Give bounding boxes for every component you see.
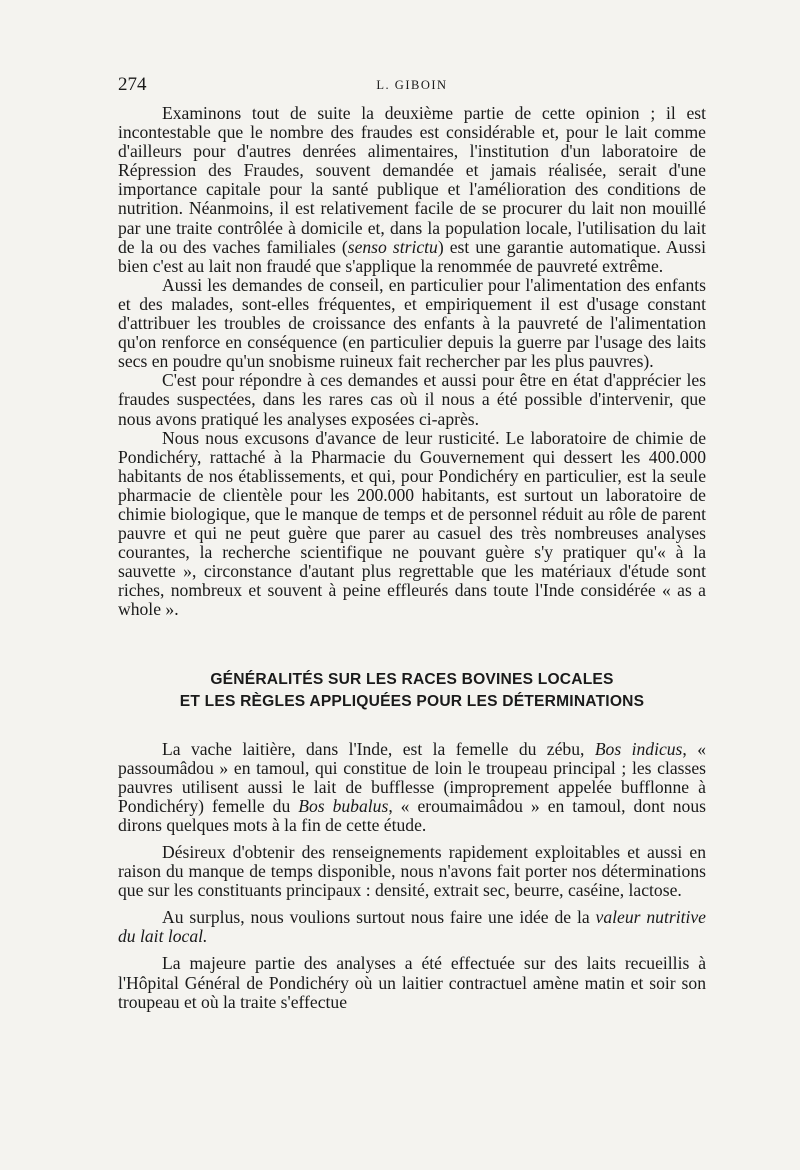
- italic-species: Bos bubalus: [298, 795, 389, 816]
- paragraph: La vache laitière, dans l'Inde, est la femelle du zébu, Bos indicus, « passoumâdou » en tamoul, qui constitue de loin le troupeau principal ; les classes pauvres utilisent aussi le lait de bufflesse (improprement appelée bufflonne à Pondichéry) femelle du Bos bubalus, « eroumaimâdou » en tamoul, dont nous dirons quelques mots à la fin de cette étude.: [118, 738, 706, 835]
- paragraph: La majeure partie des analyses a été effectuée sur des laits recueillis à l'Hôpital Général de Pondichéry où un laitier contractuel amène matin et soir son troupeau et où la traite s'effectue: [118, 953, 706, 1012]
- paragraph: Désireux d'obtenir des renseignements rapidement exploitables et aussi en raison du manque de temps disponible, nous n'avons fait porter nos déterminations que sur les constituants principaux : densité, extrait sec, beurre, caséine, lactose.: [118, 842, 706, 901]
- paragraph: Aussi les demandes de conseil, en particulier pour l'alimentation des enfants et des malades, sont-elles fréquentes, et empiriquement il est d'usage constant d'attribuer les troubles de croissance des enfants à la pauvreté de l'alimentation qu'on renforce en conséquence (en particulier depuis la guerre par l'usage des laits secs en poudre qu'un snobisme ruineux fait rechercher par les plus pauvres).: [118, 274, 706, 372]
- running-head-author: L. GIBOIN: [376, 78, 448, 92]
- page-header: [118, 74, 706, 96]
- page-number: 274: [118, 74, 147, 95]
- section-heading: [118, 669, 706, 713]
- italic-phrase: valeur nutritive du lait local.: [118, 907, 706, 947]
- paragraph: Nous nous excusons d'avance de leur rusticité. Le laboratoire de chimie de Pondichéry, rattaché à la Pharmacie du Gouvernement qui dessert les 400.000 habitants de nos établissements, et qui, pour Pondichéry en particulier, est la seule pharmacie de clientèle pour les 200.000 habitants, est surtout un laboratoire de chimie biologique, que le manque de temps et de personnel réduit au rôle de parent pauvre et qui ne peut guère que parer au casuel des très nombreuses analyses courantes, la recherche scientifique ne pouvant guère s'y pratiquer qu'« à la sauvette », circonstance d'autant plus regrettable que les matériaux d'étude sont riches, nombreux et souvent à peine effleurés dans toute l'Inde considérée « as a whole ».: [118, 427, 706, 620]
- paragraph: Au surplus, nous voulions surtout nous faire une idée de la valeur nutritive du lait local.: [118, 907, 706, 947]
- paragraph: C'est pour répondre à ces demandes et aussi pour être en état d'apprécier les fraudes suspectées, dans les rares cas où il nous a été possible d'intervenir, que nous avons pratiqué les analyses exposées ci-après.: [118, 370, 706, 429]
- italic-species: Bos indicus: [594, 738, 683, 759]
- italic-term: senso strictu: [347, 236, 438, 257]
- section-heading-line-1: GÉNÉRALITÉS SUR LES RACES BOVINES LOCALES: [210, 670, 614, 688]
- paragraph: Examinons tout de suite la deuxième partie de cette opinion ; il est incontestable que le nombre des fraudes est considérable et, pour le lait comme d'ailleurs pour d'autres denrées alimentaires, l'institution d'un laboratoire de Répression des Fraudes, souvent demandée et jamais réalisée, serait d'une importance capitale pour la santé publique et l'amélioration des conditions de nutrition. Néanmoins, il est relativement facile de se procurer du lait non mouillé par une traite contrôlée à domicile et, dans la population locale, l'utilisation du lait de la ou des vaches familiales (senso strictu) est une garantie automatique. Aussi bien c'est au lait non fraudé que s'applique la renommée de pauvreté extrême.: [118, 103, 706, 276]
- section-generalites: [118, 740, 706, 1012]
- section-intro: [118, 104, 706, 620]
- section-heading-line-2: ET LES RÈGLES APPLIQUÉES POUR LES DÉTERMINATIONS: [179, 692, 645, 710]
- body-text: [118, 104, 706, 1020]
